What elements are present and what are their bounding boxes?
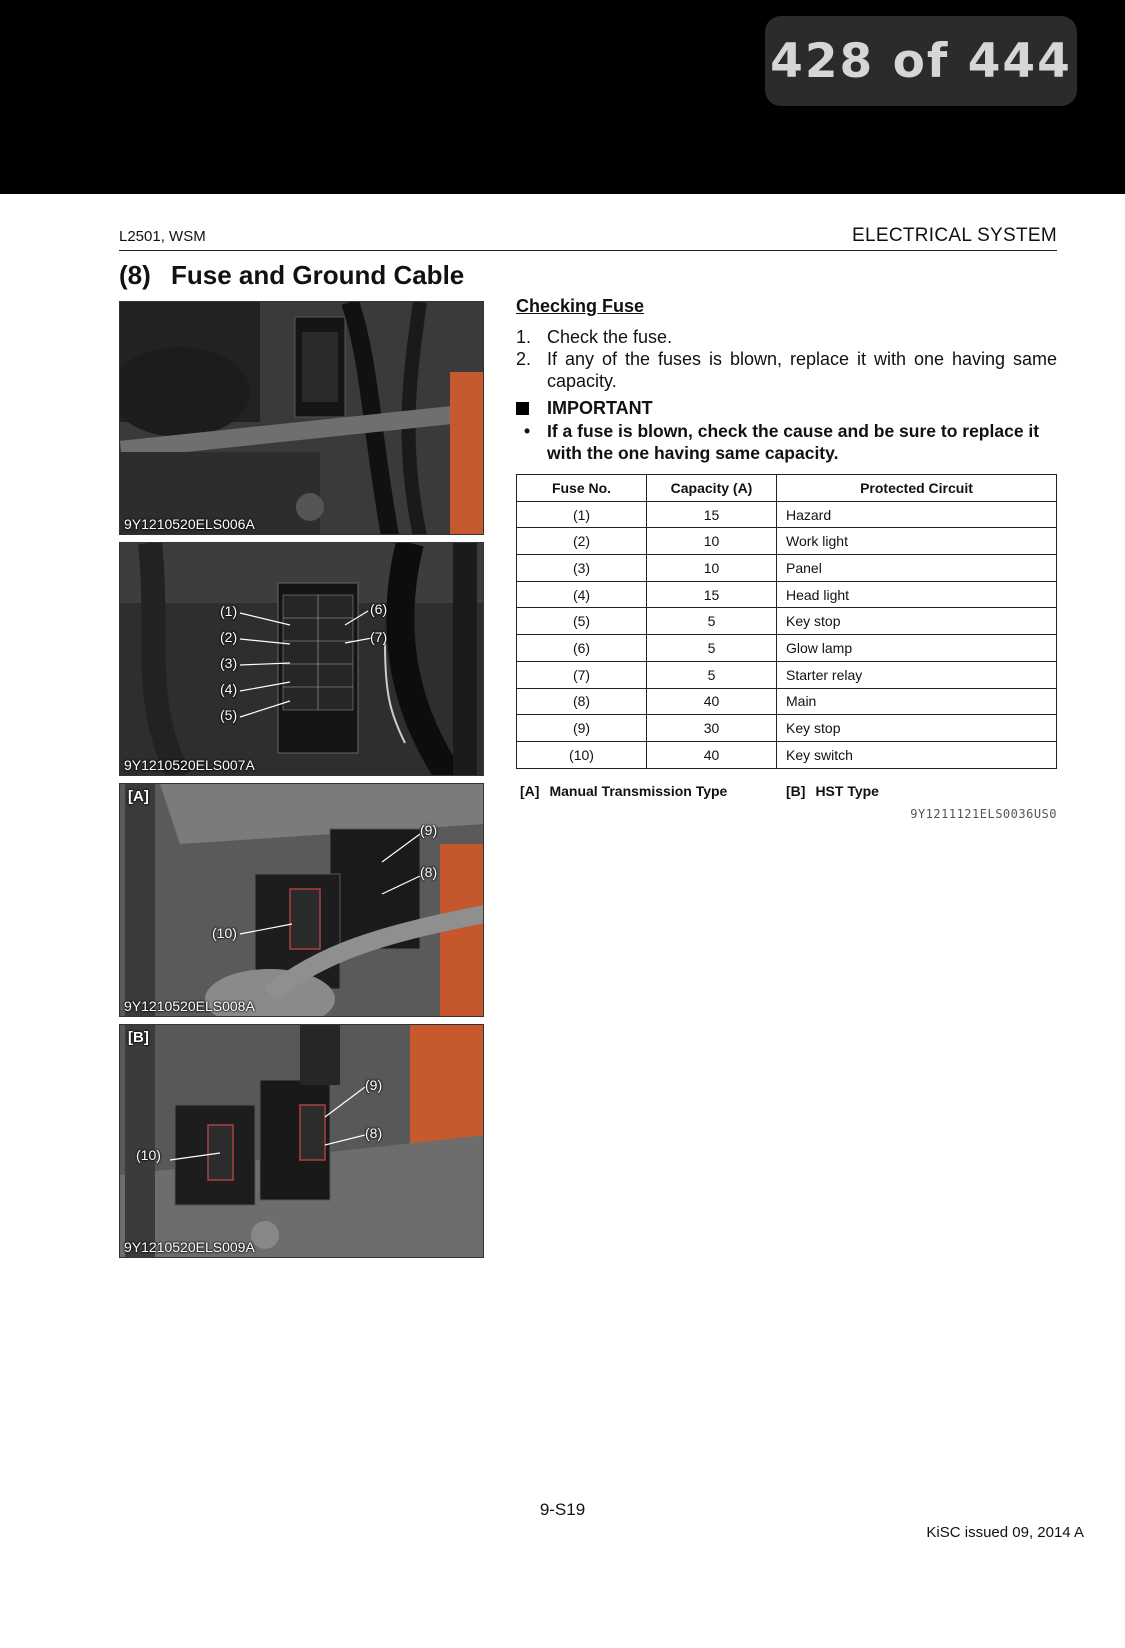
photo-image xyxy=(120,784,484,1017)
photo-tag: [A] xyxy=(128,788,149,805)
type-b-label: [B] HST Type xyxy=(786,782,879,799)
photo-tag: [B] xyxy=(128,1029,149,1046)
document-code: 9Y1211121ELS0036US0 xyxy=(910,806,1057,821)
photo-hst-fuses xyxy=(119,1024,484,1258)
photo-image xyxy=(120,302,484,535)
important-bullet: • If a fuse is blown, check the cause and be sure to replace it with the one having same capacity. xyxy=(516,420,1057,464)
callout-4: (4) xyxy=(220,681,238,697)
square-bullet-icon xyxy=(516,402,529,415)
header-fuse-no: Fuse No. xyxy=(517,475,647,502)
table-row: (8) 40 Main xyxy=(517,688,1057,715)
issued-note: KiSC issued 09, 2014 A xyxy=(926,1524,1084,1541)
photo-image xyxy=(120,1025,484,1258)
checking-fuse-section xyxy=(516,296,1057,821)
callout-9: (9) xyxy=(365,1077,383,1093)
photo-fuse-box-closeup xyxy=(119,542,484,776)
table-row: (2) 10 Work light xyxy=(517,528,1057,555)
photo-image xyxy=(120,543,484,776)
photo-code: 9Y1210520ELS008A xyxy=(124,998,255,1014)
header-protected-circuit: Protected Circuit xyxy=(777,475,1057,502)
callout-8: (8) xyxy=(420,864,438,880)
table-header-row xyxy=(517,475,1057,502)
callout-8: (8) xyxy=(365,1125,383,1141)
section-title-text: Fuse and Ground Cable xyxy=(171,260,465,290)
manual-page xyxy=(0,194,1125,1648)
step-2: 2. If any of the fuses is blown, replace it with one having same capacity. xyxy=(516,349,1057,391)
callout-10: (10) xyxy=(212,925,237,941)
table-row: (9) 30 Key stop xyxy=(517,715,1057,742)
important-notice: IMPORTANT xyxy=(516,398,1057,419)
fuse-table xyxy=(516,474,1057,769)
callout-7: (7) xyxy=(370,629,388,645)
callout-6: (6) xyxy=(370,601,388,617)
type-a-label: [A] Manual Transmission Type xyxy=(520,782,728,799)
photo-fuse-box-location xyxy=(119,301,484,535)
header-rule xyxy=(119,250,1057,251)
photo-code: 9Y1210520ELS007A xyxy=(124,757,255,773)
callout-9: (9) xyxy=(420,822,438,838)
table-row: (10) 40 Key switch xyxy=(517,741,1057,768)
table-row: (7) 5 Starter relay xyxy=(517,661,1057,688)
header-model: L2501, WSM xyxy=(119,228,206,245)
section-number: (8) xyxy=(119,260,151,290)
viewer-top-bar xyxy=(0,0,1125,194)
table-row: (5) 5 Key stop xyxy=(517,608,1057,635)
page-number: 9-S19 xyxy=(539,1500,586,1519)
photo-manual-transmission-fuses xyxy=(119,783,484,1017)
photo-code: 9Y1210520ELS009A xyxy=(124,1239,255,1255)
table-row: (4) 15 Head light xyxy=(517,581,1057,608)
callout-5: (5) xyxy=(220,707,238,723)
page-counter: 428 of 444 xyxy=(765,16,1077,106)
bullet-icon: • xyxy=(524,421,531,441)
callout-3: (3) xyxy=(220,655,238,671)
step-1: 1. Check the fuse. xyxy=(516,327,673,347)
section-title xyxy=(119,260,464,291)
header-capacity: Capacity (A) xyxy=(647,475,777,502)
table-row: (6) 5 Glow lamp xyxy=(517,635,1057,662)
checking-fuse-heading: Checking Fuse xyxy=(516,296,645,316)
callout-10: (10) xyxy=(136,1147,161,1163)
callout-1: (1) xyxy=(220,603,238,619)
table-row: (3) 10 Panel xyxy=(517,555,1057,582)
photo-code: 9Y1210520ELS006A xyxy=(124,516,255,532)
type-legend xyxy=(516,783,1057,799)
callout-2: (2) xyxy=(220,629,238,645)
table-row: (1) 15 Hazard xyxy=(517,501,1057,528)
header-chapter: ELECTRICAL SYSTEM xyxy=(852,225,1057,246)
